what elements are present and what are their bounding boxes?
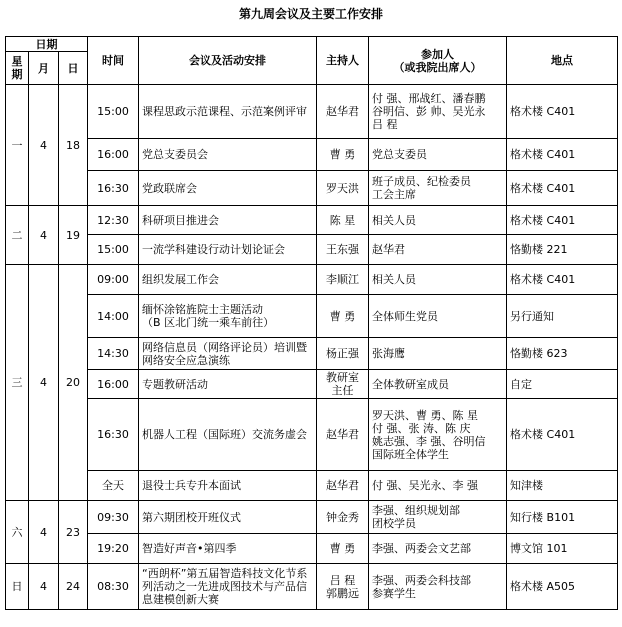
time-cell: 09:00 xyxy=(88,265,139,295)
weekday-cell: 日 xyxy=(6,564,29,610)
schedule-row xyxy=(6,564,618,610)
time-cell: 15:00 xyxy=(88,85,139,139)
month-cell: 4 xyxy=(29,265,59,501)
weekday-header: 星期 xyxy=(6,52,29,85)
meeting-cell: 网络信息员（网络评论员）培训暨网络安全应急演练 xyxy=(139,338,317,370)
meeting-cell: 党总支委员会 xyxy=(139,139,317,171)
schedule-body xyxy=(6,85,618,610)
host-header: 主持人 xyxy=(317,37,369,85)
location-cell: 格术楼 C401 xyxy=(507,399,618,471)
location-cell: 恪勤楼 221 xyxy=(507,235,618,265)
host-cell: 教研室 主任 xyxy=(317,370,369,399)
schedule-row xyxy=(6,338,618,370)
schedule-row xyxy=(6,370,618,399)
attendees-cell: 张海鹰 xyxy=(369,338,507,370)
schedule-row xyxy=(6,139,618,171)
month-header: 月 xyxy=(29,52,59,85)
location-cell: 另行通知 xyxy=(507,295,618,338)
meeting-cell: 缅怀涂铭旌院士主题活动 （B 区北门统一乘车前往） xyxy=(139,295,317,338)
host-cell: 吕 程 郭鹏远 xyxy=(317,564,369,610)
schedule-row xyxy=(6,534,618,564)
day-cell: 24 xyxy=(59,564,88,610)
time-cell: 16:30 xyxy=(88,171,139,206)
meeting-cell: 机器人工程（国际班）交流务虚会 xyxy=(139,399,317,471)
attendees-cell: 付 强、吴光永、李 强 xyxy=(369,471,507,501)
time-cell: 12:30 xyxy=(88,206,139,235)
meeting-cell: 课程思政示范课程、示范案例评审 xyxy=(139,85,317,139)
location-cell: 格术楼 C401 xyxy=(507,139,618,171)
location-cell: 知行楼 B101 xyxy=(507,501,618,534)
attendees-cell: 罗天洪、曹 勇、陈 星 付 强、张 涛、陈 庆 姚志强、李 强、谷明信 国际班全体学生 xyxy=(369,399,507,471)
weekday-cell: 一 xyxy=(6,85,29,206)
schedule-row xyxy=(6,399,618,471)
schedule-row xyxy=(6,295,618,338)
time-cell: 15:00 xyxy=(88,235,139,265)
weekday-cell: 三 xyxy=(6,265,29,501)
time-cell: 14:00 xyxy=(88,295,139,338)
weekday-cell: 二 xyxy=(6,206,29,265)
schedule-row xyxy=(6,85,618,139)
meeting-cell: 科研项目推进会 xyxy=(139,206,317,235)
host-cell: 王东强 xyxy=(317,235,369,265)
meeting-header: 会议及活动安排 xyxy=(139,37,317,85)
schedule-table xyxy=(5,36,618,610)
date-group-header: 日期 xyxy=(6,37,88,52)
time-cell: 19:20 xyxy=(88,534,139,564)
attendees-cell: 李强、两委会科技部 参赛学生 xyxy=(369,564,507,610)
host-cell: 罗天洪 xyxy=(317,171,369,206)
schedule-row xyxy=(6,265,618,295)
location-cell: 恪勤楼 623 xyxy=(507,338,618,370)
time-cell: 14:30 xyxy=(88,338,139,370)
host-cell: 赵华君 xyxy=(317,471,369,501)
meeting-cell: 专题教研活动 xyxy=(139,370,317,399)
month-cell: 4 xyxy=(29,564,59,610)
meeting-cell: 第六期团校开班仪式 xyxy=(139,501,317,534)
meeting-cell: 组织发展工作会 xyxy=(139,265,317,295)
schedule-row xyxy=(6,206,618,235)
month-cell: 4 xyxy=(29,85,59,206)
attendees-cell: 李强、组织规划部 团校学员 xyxy=(369,501,507,534)
host-cell: 赵华君 xyxy=(317,399,369,471)
location-cell: 格术楼 C401 xyxy=(507,171,618,206)
time-cell: 09:30 xyxy=(88,501,139,534)
meeting-cell: 党政联席会 xyxy=(139,171,317,206)
month-cell: 4 xyxy=(29,206,59,265)
location-cell: 格术楼 C401 xyxy=(507,265,618,295)
attendees-cell: 全体师生党员 xyxy=(369,295,507,338)
meeting-cell: 退役士兵专升本面试 xyxy=(139,471,317,501)
location-cell: 知津楼 xyxy=(507,471,618,501)
attendees-cell: 赵华君 xyxy=(369,235,507,265)
host-cell: 陈 星 xyxy=(317,206,369,235)
location-header: 地点 xyxy=(507,37,618,85)
location-cell: 博文馆 101 xyxy=(507,534,618,564)
day-header: 日 xyxy=(59,52,88,85)
attendees-cell: 付 强、邢战红、潘春鹏 谷明信、彭 帅、吴光永 吕 程 xyxy=(369,85,507,139)
time-cell: 全天 xyxy=(88,471,139,501)
page-title: 第九周会议及主要工作安排 xyxy=(238,7,383,21)
attendees-cell: 相关人员 xyxy=(369,265,507,295)
host-cell: 李顺江 xyxy=(317,265,369,295)
meeting-cell: 智造好声音•第四季 xyxy=(139,534,317,564)
time-cell: 16:30 xyxy=(88,399,139,471)
day-cell: 19 xyxy=(59,206,88,265)
host-cell: 曹 勇 xyxy=(317,295,369,338)
time-cell: 08:30 xyxy=(88,564,139,610)
meeting-cell: “西朗杯”第五届智造科技文化节系列活动之一先进成图技术与产品信息建模创新大赛 xyxy=(139,564,317,610)
day-cell: 23 xyxy=(59,501,88,564)
location-cell: 自定 xyxy=(507,370,618,399)
location-cell: 格术楼 C401 xyxy=(507,206,618,235)
attendees-cell: 全体教研室成员 xyxy=(369,370,507,399)
schedule-row xyxy=(6,235,618,265)
attendees-header: 参加人 （或我院出席人） xyxy=(369,37,507,85)
time-header: 时间 xyxy=(88,37,139,85)
day-cell: 20 xyxy=(59,265,88,501)
location-cell: 格术楼 A505 xyxy=(507,564,618,610)
attendees-cell: 班子成员、纪检委员 工会主席 xyxy=(369,171,507,206)
attendees-cell: 李强、两委会文艺部 xyxy=(369,534,507,564)
location-cell: 格术楼 C401 xyxy=(507,85,618,139)
attendees-cell: 党总支委员 xyxy=(369,139,507,171)
host-cell: 曹 勇 xyxy=(317,534,369,564)
month-cell: 4 xyxy=(29,501,59,564)
time-cell: 16:00 xyxy=(88,370,139,399)
schedule-row xyxy=(6,471,618,501)
host-cell: 曹 勇 xyxy=(317,139,369,171)
host-cell: 赵华君 xyxy=(317,85,369,139)
attendees-cell: 相关人员 xyxy=(369,206,507,235)
meeting-cell: 一流学科建设行动计划论证会 xyxy=(139,235,317,265)
schedule-row xyxy=(6,171,618,206)
weekday-cell: 六 xyxy=(6,501,29,564)
host-cell: 杨正强 xyxy=(317,338,369,370)
host-cell: 钟金秀 xyxy=(317,501,369,534)
schedule-row xyxy=(6,501,618,534)
time-cell: 16:00 xyxy=(88,139,139,171)
day-cell: 18 xyxy=(59,85,88,206)
